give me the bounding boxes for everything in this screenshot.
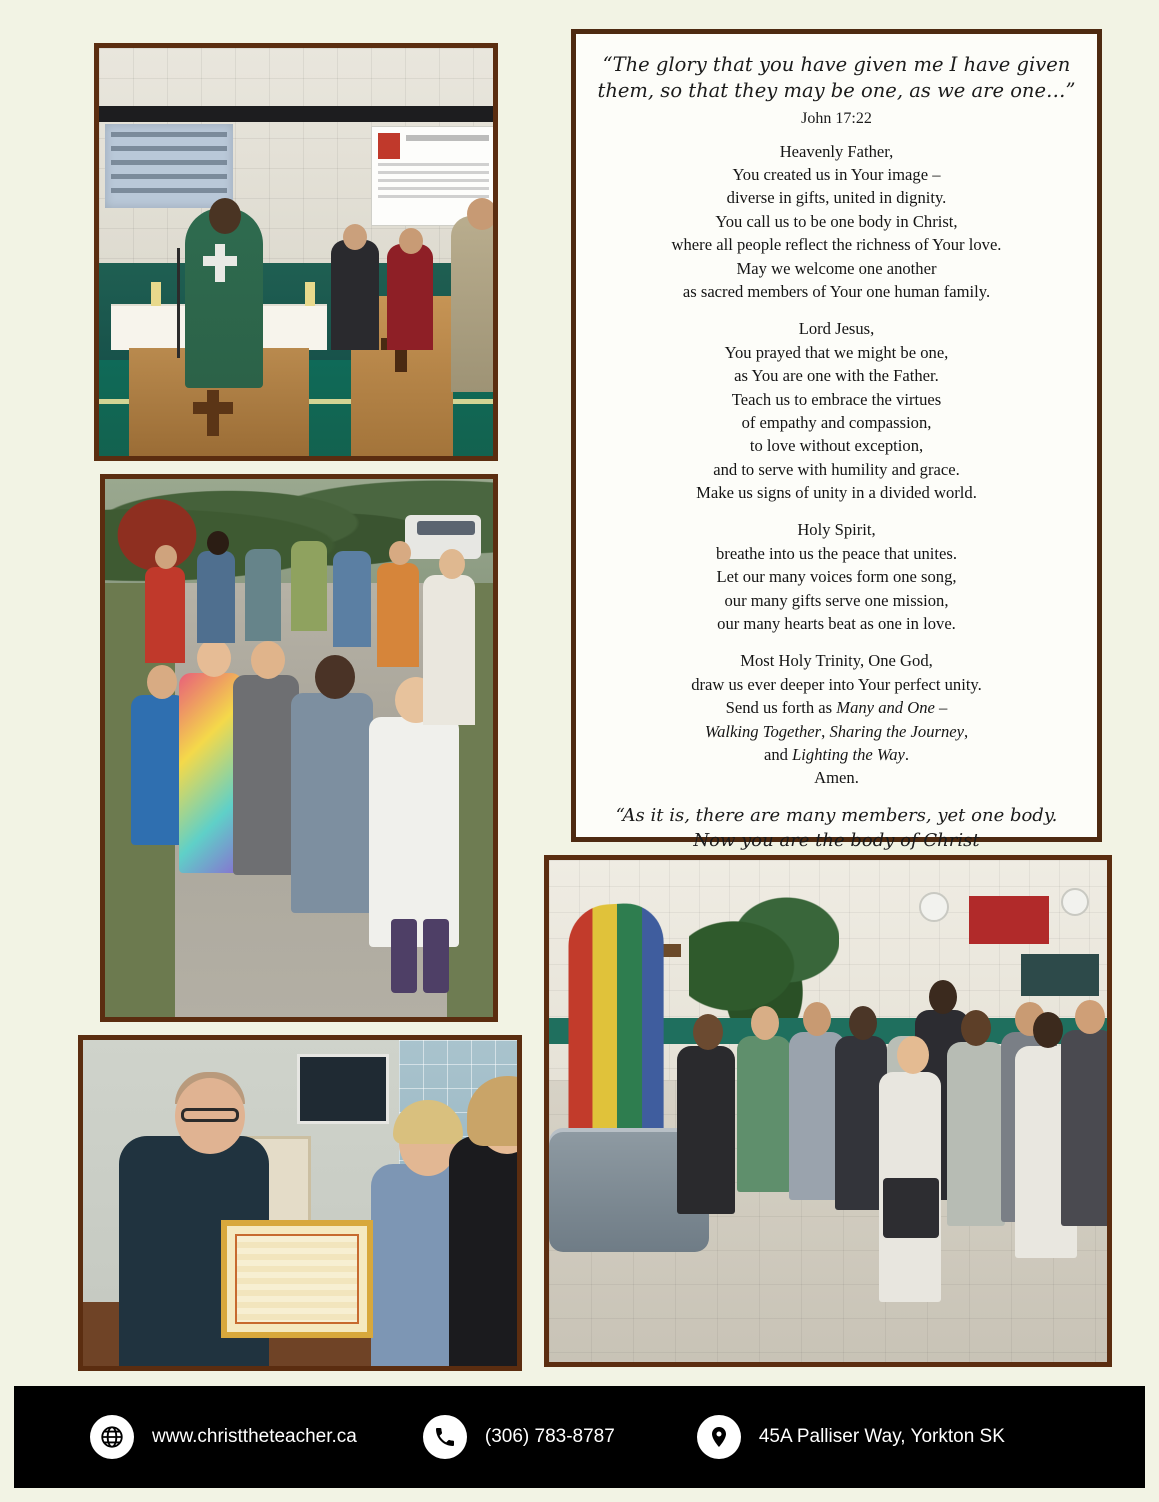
scripture-reference-top: John 17:22: [801, 109, 872, 127]
list-item: [233, 675, 299, 875]
list-item: [391, 919, 417, 993]
prayer-stanza-trinity: Most Holy Trinity, One God, draw us ever deeper into Your perfect unity. Send us forth as Many and One – Walking Together, Sharing the Journey, and Lighting the Way. Amen.: [691, 651, 982, 788]
wall-clock-left: [919, 892, 949, 922]
photo-kids: [100, 474, 498, 1022]
banner-body-text: [378, 163, 489, 203]
list-item: [147, 665, 177, 699]
list-item: [207, 531, 229, 555]
contact-footer: [14, 1386, 1145, 1488]
certificate-text: [235, 1234, 359, 1324]
projection-text: [111, 132, 227, 200]
list-item: [947, 1042, 1005, 1226]
photo-mass-content: [99, 48, 493, 456]
candle-right: [305, 282, 315, 306]
student-red-shirt-head: [399, 228, 423, 254]
list-item: [677, 1046, 735, 1214]
phone-icon: [423, 1415, 467, 1459]
list-item: [849, 1006, 877, 1040]
papal-blessing-certificate: [221, 1220, 373, 1338]
list-item: [369, 717, 459, 947]
student-black-shirt: [331, 240, 379, 350]
man-in-suit: [451, 216, 493, 392]
gym-wall-band: [99, 106, 493, 122]
list-item: [883, 1178, 939, 1238]
list-item: [961, 1010, 991, 1046]
banner-heading: [406, 135, 489, 141]
list-item: [737, 1036, 791, 1192]
list-item: [377, 563, 419, 667]
list-item: [291, 693, 373, 913]
list-item: [897, 1036, 929, 1074]
scripture-bottom-line-1: “As it is, there are many members, yet one body.: [615, 804, 1058, 826]
photo-cert: [78, 1035, 522, 1371]
student-red-shirt: [387, 244, 433, 350]
priest-stole-cross: [215, 244, 225, 282]
prayer-stanza-father: Heavenly Father, You created us in Your image – diverse in gifts, united in dignity. You call us to be one body in Christ, where all people reflect the richness of Your love. May we welcome one another as sacred members of Your one human family.: [671, 141, 1002, 301]
globe-icon: [90, 1415, 134, 1459]
list-item: [155, 545, 177, 569]
altar-cross: [207, 390, 219, 436]
student-black-shirt-head: [343, 224, 367, 250]
scripture-bottom-line-2: Now you are the body of Christ: [693, 829, 980, 851]
list-item: [1033, 1012, 1063, 1048]
website-text: www.christtheteacher.ca: [152, 1426, 357, 1447]
photo-kids-content: [105, 479, 493, 1017]
list-item: [423, 575, 475, 725]
list-item: [439, 549, 465, 579]
list-item: [245, 549, 281, 641]
red-wall-sign: [969, 896, 1049, 944]
list-item: [1061, 1030, 1107, 1226]
list-item: [291, 541, 327, 631]
location-pin-icon: [697, 1415, 741, 1459]
list-item: [389, 541, 411, 565]
photo-cert-content: [83, 1040, 517, 1366]
van-window: [417, 521, 475, 535]
list-item: [929, 980, 957, 1014]
list-item: [251, 641, 285, 679]
projection-screen: [105, 124, 233, 208]
indoor-plant: [689, 888, 839, 1018]
unity-prayer-card: [571, 29, 1102, 851]
candle-left: [151, 282, 161, 306]
banner-logo: [378, 133, 400, 159]
list-item: [197, 551, 235, 643]
eyeglasses: [181, 1108, 239, 1122]
list-item: [693, 1014, 723, 1050]
address-contact[interactable]: [697, 1415, 1005, 1459]
priest-head: [209, 198, 241, 234]
list-item: [315, 655, 355, 699]
prayer-stanza-jesus: Lord Jesus, You prayed that we might be one, as You are one with the Father. Teach us to embrace the virtues of empathy and compassion, to love without exception, and to serve with humility and grace. Make us signs of unity in a divided world.: [696, 319, 977, 503]
photo-assembly-content: [549, 860, 1107, 1362]
wall-poster: [297, 1054, 389, 1124]
list-item: [197, 639, 231, 677]
wall-clock-right: [1061, 888, 1089, 916]
priest-vestment: [185, 208, 263, 388]
list-item: [145, 567, 185, 663]
wall-board: [1021, 954, 1099, 996]
microphone-stand: [177, 248, 180, 358]
phone-text: (306) 783-8787: [484, 1426, 615, 1447]
list-item: [803, 1002, 831, 1036]
photo-mass: [94, 43, 498, 461]
address-text: 45A Palliser Way, Yorkton SK: [758, 1426, 1005, 1447]
list-item: [751, 1006, 779, 1040]
scripture-quote-top: “The glory that you have given me I have given them, so that they may be one, as we are one…”: [597, 53, 1076, 103]
woman-black-top: [449, 1136, 517, 1366]
phone-contact[interactable]: [423, 1415, 615, 1459]
colourful-unity-banner: [569, 901, 664, 1146]
prayer-stanza-spirit: Holy Spirit, breathe into us the peace that unites. Let our many voices form one song, our many gifts serve one mission, our many hearts beat as one in love.: [716, 520, 957, 634]
photo-assembly: [544, 855, 1112, 1367]
list-item: [333, 551, 371, 647]
list-item: [1075, 1000, 1105, 1034]
man-in-suit-head: [467, 198, 493, 230]
website-contact[interactable]: [90, 1415, 357, 1459]
list-item: [423, 919, 449, 993]
